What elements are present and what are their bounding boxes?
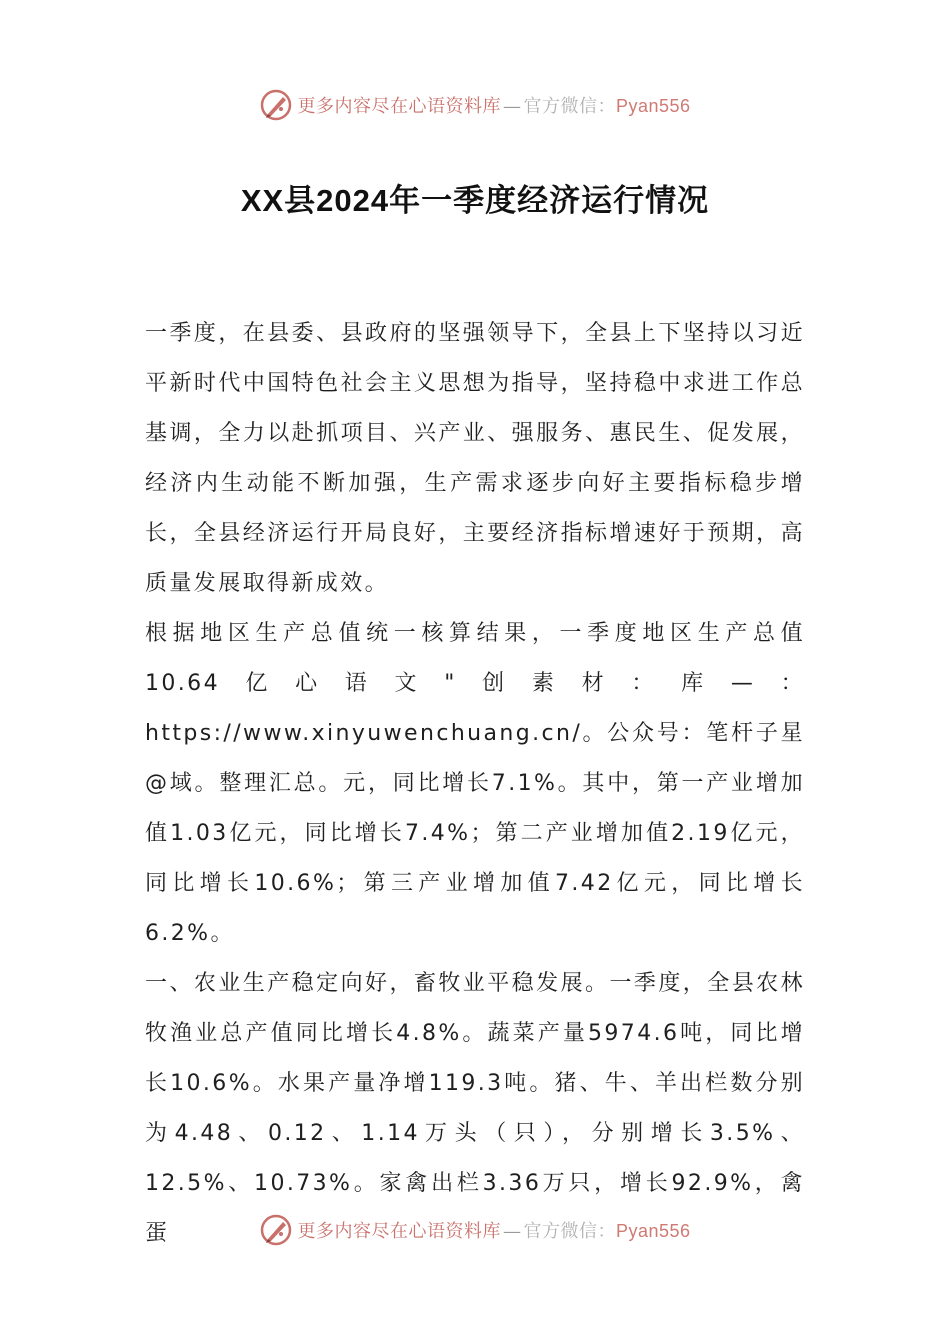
paragraph-gdp: 根据地区生产总值统一核算结果，一季度地区生产总值10.64亿心语文"创素材：库—：https://www.xinyuwenchuang.cn/。公众号：笔杆子星@域。整理汇总。元，同比增长7.1%。其中，第一产业增加值1.03亿元，同比增长7.4%；第二产业增加值2.19亿元，同比增长10.6%；第三产业增加值7.42亿元，同比增长6.2%。 xyxy=(145,621,805,946)
header-account-id: Pyan556 xyxy=(615,96,691,116)
header-banner xyxy=(0,85,950,125)
document-body xyxy=(145,309,805,1259)
footer-separator: — xyxy=(502,1221,522,1242)
footer-site-text: 更多内容尽在心语资料库 xyxy=(297,1221,501,1242)
pen-logo-icon xyxy=(259,88,293,122)
header-site-text: 更多内容尽在心语资料库 xyxy=(297,96,501,117)
paragraph-intro: 一季度，在县委、县政府的坚强领导下，全县上下坚持以习近平新时代中国特色社会主义思想为指导，坚持稳中求进工作总基调，全力以赴抓项目、兴产业、强服务、惠民生、促发展，经济内生动能不断加强，生产需求逐步向好主要指标稳步增长，全县经济运行开局良好，主要经济指标增速好于预期，高质量发展取得新成效。 xyxy=(145,321,805,596)
paragraph-agriculture: 一、农业生产稳定向好，畜牧业平稳发展。一季度，全县农林牧渔业总产值同比增长4.8%。蔬菜产量5974.6吨，同比增长10.6%。水果产量净增119.3吨。猪、牛、羊出栏数分别为4.48、0.12、1.14万头（只），分别增长3.5%、12.5%、10.73%。家禽出栏3.36万只，增长92.9%，禽蛋 xyxy=(145,971,805,1246)
footer-banner-text xyxy=(297,1217,690,1243)
header-banner-text xyxy=(297,92,690,118)
header-account-label: 官方微信： xyxy=(523,96,616,117)
header-separator: — xyxy=(502,96,522,117)
footer-account-id: Pyan556 xyxy=(615,1221,691,1241)
pen-logo-icon xyxy=(259,1213,293,1247)
footer-account-label: 官方微信： xyxy=(523,1221,616,1242)
document-title: XX县2024年一季度经济运行情况 xyxy=(240,183,710,218)
footer-banner xyxy=(0,1210,950,1250)
